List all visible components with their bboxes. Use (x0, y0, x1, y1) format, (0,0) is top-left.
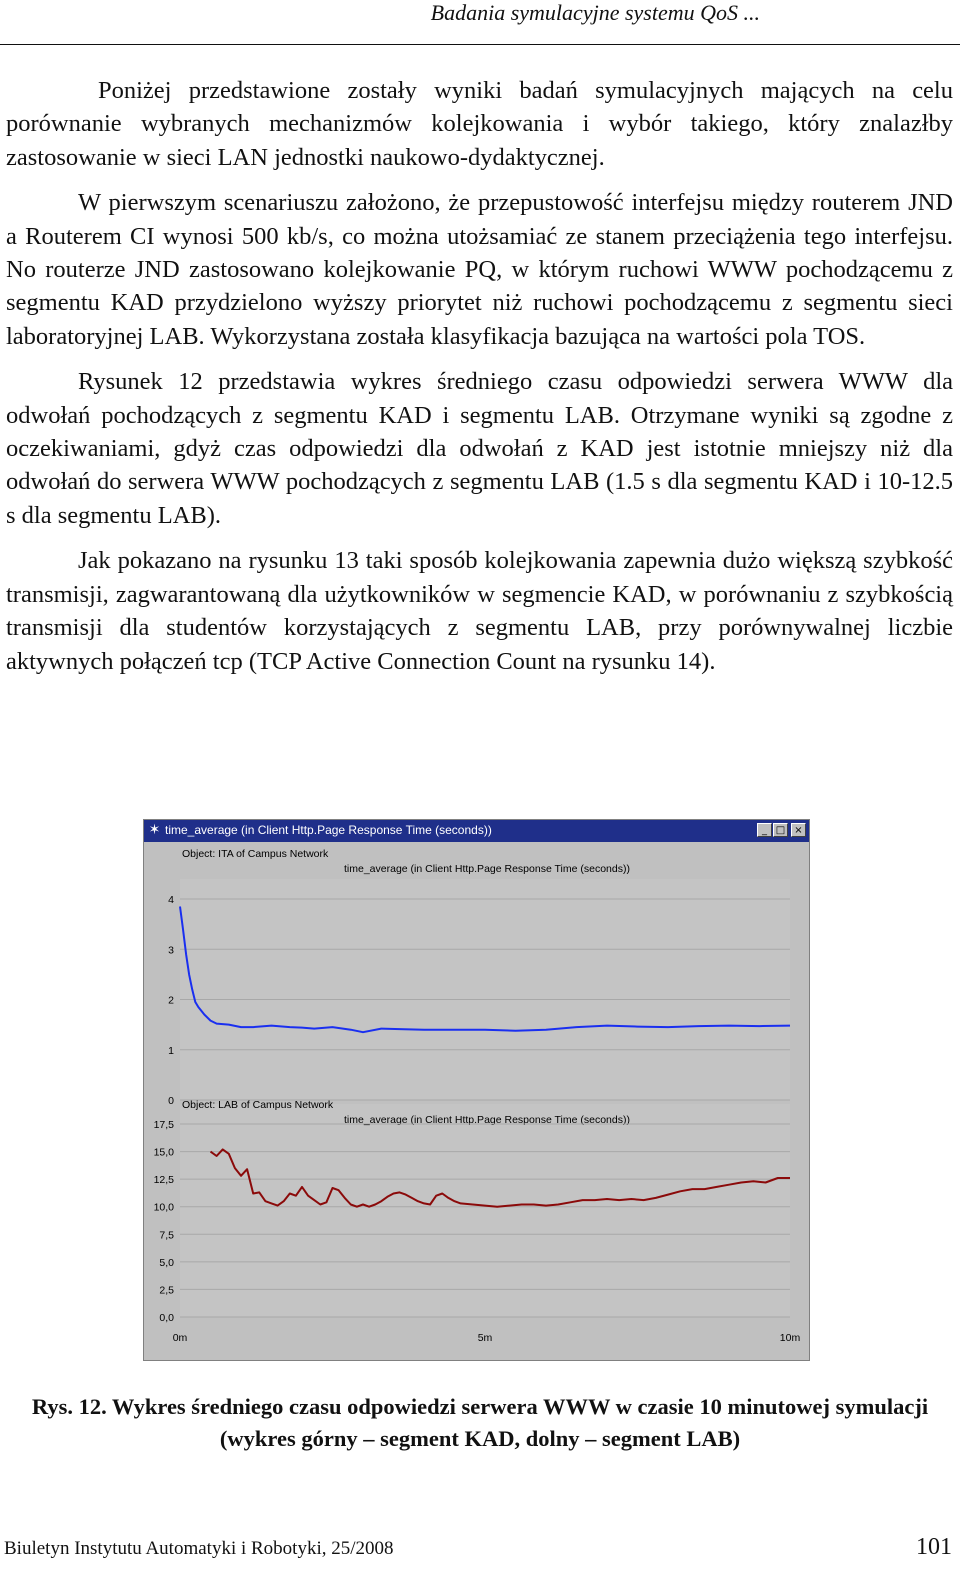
paragraph-intro: Poniżej przedstawione zostały wyniki badań symulacyjnych mających na celu porównanie wybranych mechanizmów kolejkowania i wybór takiego, który znalazłby zastosowanie w sieci LAN jednostki naukowo-dydaktycznej. (6, 77, 953, 171)
lab-y-tick-label: 12,5 (153, 1174, 174, 1187)
lab-panel-bg (180, 1104, 790, 1317)
lab-y-tick-label: 2,5 (159, 1284, 174, 1297)
window-title: time_average (in Client Http.Page Response Time (seconds)) (165, 823, 492, 837)
kad-y-tick-label: 1 (168, 1044, 174, 1057)
window-titlebar[interactable] (144, 820, 809, 842)
kad-series-label: time_average (in Client Http.Page Response Time (seconds)) (344, 863, 630, 875)
lab-x-tick-label: 10m (779, 1332, 801, 1344)
lab-y-tick-label: 5,0 (159, 1256, 174, 1269)
close-button[interactable]: × (791, 823, 806, 837)
paragraph-figure-13: Jak pokazano na rysunku 13 taki sposób kolejkowania zapewnia dużo większą szybkość transmisji, zagwarantowaną dla użytkowników w segmencie KAD, w porównaniu z szybkością transmisji dla studentów korzystających z segmentu LAB, przy porównywalnej liczbie aktywnych połączeń tcp (TCP Active Connection Count na rysunku 14). (6, 547, 953, 675)
running-head (0, 0, 960, 45)
figure-caption: Rys. 12. Wykres średniego czasu odpowiedzi serwera WWW w czasie 10 minutowej symulacji (wykres górny – segment KAD, dolny – segment LAB) (31, 1394, 929, 1451)
charts-svg (144, 842, 809, 1360)
kad-y-tick-label: 3 (168, 944, 174, 957)
kad-y-tick-label: 2 (168, 994, 174, 1007)
lab-y-tick-label: 10,0 (153, 1201, 174, 1214)
kad-panel-bg (180, 879, 790, 1100)
minimize-button[interactable]: _ (757, 823, 772, 837)
lab-x-tick-label: 0m (172, 1332, 188, 1344)
footer-page-number: 101 (916, 1534, 952, 1560)
kad-y-tick-label: 4 (168, 894, 174, 906)
body-text (6, 74, 953, 690)
kad-y-tick-label: 0 (168, 1095, 174, 1107)
lab-y-tick-label: 0,0 (159, 1312, 174, 1324)
lab-object-label: Object: LAB of Campus Network (182, 1099, 334, 1111)
lab-y-tick-label: 7,5 (159, 1229, 174, 1242)
lab-series-label: time_average (in Client Http.Page Response Time (seconds)) (344, 1114, 630, 1126)
paragraph-scenario: W pierwszym scenariuszu założono, że przepustowość interfejsu między routerem JND a Routerem CI wynosi 500 kb/s, co można utożsamiać ze stanem przeciążenia tego interfejsu. No routerze JND zastosowano kolejkowanie PQ, w którym ruchowi WWW pochodzącemu z segmentu KAD przydzielono wyższy priorytet niż ruchowi pochodzącemu z segmentu sieci laboratoryjnej LAB. Wykorzystana została klasyfikacja bazująca na wartości pola TOS. (6, 189, 953, 350)
lab-x-tick-label: 5m (477, 1332, 493, 1344)
running-head-title: Badania symulacyjne systemu QoS ... (430, 0, 760, 25)
kad-object-label: Object: ITA of Campus Network (182, 848, 329, 860)
chart-window (143, 819, 810, 1361)
footer-journal: Biuletyn Instytutu Automatyki i Robotyki, 25/2008 (4, 1538, 394, 1559)
lab-y-tick-label: 17,5 (153, 1119, 174, 1131)
app-star-icon[interactable]: ✶ (148, 822, 161, 838)
plot-area (144, 842, 809, 1360)
lab-y-tick-label: 15,0 (153, 1146, 174, 1159)
paragraph-figure-12: Rysunek 12 przedstawia wykres średniego czasu odpowiedzi serwera WWW dla odwołań pochodzących z segmentu KAD i segmentu LAB. Otrzymane wyniki są zgodne z oczekiwaniami, gdyż czas odpowiedzi dla odwołań z KAD jest istotnie mniejszy niż dla odwołań do serwera WWW pochodzących z segmentu LAB (1.5 s dla segmentu KAD i 10-12.5 s dla segmentu LAB). (6, 368, 953, 529)
maximize-button[interactable]: □ (773, 823, 788, 837)
